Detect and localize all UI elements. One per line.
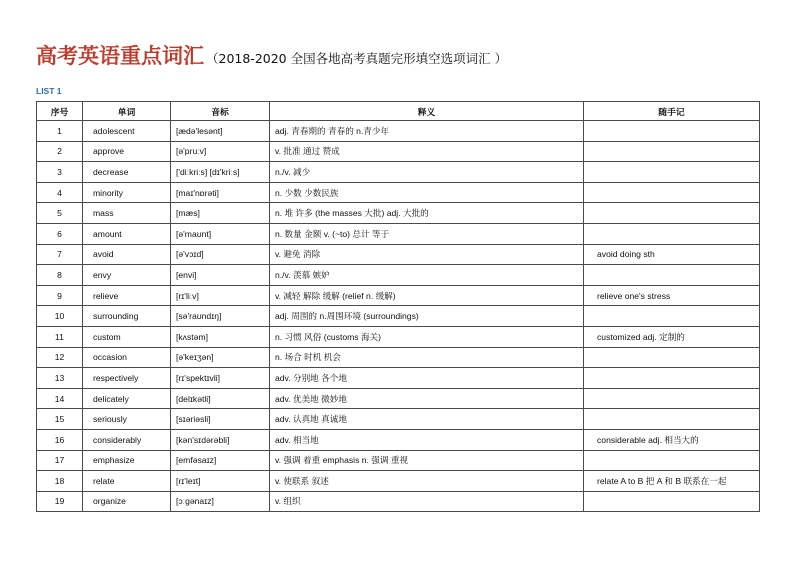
- row-note: avoid doing sth: [584, 244, 760, 265]
- table-row: [37, 429, 760, 450]
- row-phonetic: [sə'raʊndɪŋ]: [171, 306, 270, 327]
- row-number: 17: [37, 450, 83, 471]
- page-title: 高考英语重点词汇: [36, 44, 204, 68]
- row-note: [584, 306, 760, 327]
- row-meaning: adv. 优美地 微妙地: [270, 388, 584, 409]
- row-phonetic: [rɪ'leɪt]: [171, 471, 270, 492]
- row-meaning: n. 习惯 风俗 (customs 海关): [270, 326, 584, 347]
- row-meaning: n./v. 减少: [270, 162, 584, 183]
- row-note: [584, 162, 760, 183]
- table-row: [37, 450, 760, 471]
- row-phonetic: [emfəsaɪz]: [171, 450, 270, 471]
- row-note: [584, 491, 760, 512]
- row-number: 7: [37, 244, 83, 265]
- row-meaning: n. 场合 时机 机会: [270, 347, 584, 368]
- row-note: [584, 450, 760, 471]
- row-meaning: n. 数量 金额 v. (~to) 总计 等于: [270, 223, 584, 244]
- row-word: adolescent: [83, 121, 171, 142]
- row-word: delicately: [83, 388, 171, 409]
- row-phonetic: [delɪkətli]: [171, 388, 270, 409]
- row-phonetic: [ə'pruːv]: [171, 141, 270, 162]
- row-phonetic: [envi]: [171, 265, 270, 286]
- row-phonetic: [kʌstəm]: [171, 326, 270, 347]
- page-subtitle: （2018-2020 全国各地高考真题完形填空选项词汇 ）: [206, 51, 508, 66]
- table-row: [37, 141, 760, 162]
- row-phonetic: [ædə'lesənt]: [171, 121, 270, 142]
- row-number: 1: [37, 121, 83, 142]
- row-meaning: v. 减轻 解除 缓解 (relief n. 缓解): [270, 285, 584, 306]
- table-row: [37, 244, 760, 265]
- table-row: [37, 162, 760, 183]
- row-word: custom: [83, 326, 171, 347]
- row-word: decrease: [83, 162, 171, 183]
- row-word: mass: [83, 203, 171, 224]
- row-phonetic: [ɔːgənaɪz]: [171, 491, 270, 512]
- row-note: [584, 121, 760, 142]
- row-word: considerably: [83, 429, 171, 450]
- row-meaning: v. 组织: [270, 491, 584, 512]
- row-meaning: adv. 分别地 各个地: [270, 368, 584, 389]
- row-phonetic: ['diːkriːs] [dɪ'kriːs]: [171, 162, 270, 183]
- row-number: 3: [37, 162, 83, 183]
- row-phonetic: [rɪ'spektɪvli]: [171, 368, 270, 389]
- row-number: 19: [37, 491, 83, 512]
- row-meaning: adv. 相当地: [270, 429, 584, 450]
- row-number: 5: [37, 203, 83, 224]
- row-number: 2: [37, 141, 83, 162]
- title-row: [36, 40, 507, 70]
- row-meaning: adj. 周围的 n.周围环境 (surroundings): [270, 306, 584, 327]
- row-meaning: v. 批准 通过 赞成: [270, 141, 584, 162]
- column-header-phonetic: 音标: [171, 102, 270, 121]
- table-row: [37, 347, 760, 368]
- row-phonetic: [sɪəriəsli]: [171, 409, 270, 430]
- column-header-notes: 随手记: [584, 102, 760, 121]
- row-number: 15: [37, 409, 83, 430]
- row-number: 13: [37, 368, 83, 389]
- row-meaning: n. 少数 少数民族: [270, 182, 584, 203]
- row-note: [584, 347, 760, 368]
- row-number: 14: [37, 388, 83, 409]
- row-meaning: v. 强调 着重 emphasis n. 强调 重视: [270, 450, 584, 471]
- row-meaning: adv. 认真地 真诚地: [270, 409, 584, 430]
- row-word: avoid: [83, 244, 171, 265]
- row-phonetic: [kən'sɪdərəbli]: [171, 429, 270, 450]
- row-word: occasion: [83, 347, 171, 368]
- table-row: [37, 306, 760, 327]
- row-note: [584, 368, 760, 389]
- row-phonetic: [mæs]: [171, 203, 270, 224]
- row-word: approve: [83, 141, 171, 162]
- row-meaning: v. 避免 消除: [270, 244, 584, 265]
- row-word: respectively: [83, 368, 171, 389]
- row-note: [584, 223, 760, 244]
- row-meaning: n./v. 羡慕 嫉妒: [270, 265, 584, 286]
- row-word: amount: [83, 223, 171, 244]
- row-note: [584, 203, 760, 224]
- row-number: 18: [37, 471, 83, 492]
- column-header-meaning: 释义: [270, 102, 584, 121]
- table-body: [37, 121, 760, 512]
- column-header-number: 序号: [37, 102, 83, 121]
- table-row: [37, 223, 760, 244]
- row-number: 16: [37, 429, 83, 450]
- row-phonetic: [ə'vɔɪd]: [171, 244, 270, 265]
- column-header-word: 单词: [83, 102, 171, 121]
- row-number: 8: [37, 265, 83, 286]
- row-word: relate: [83, 471, 171, 492]
- row-meaning: adj. 青春期的 青春的 n.青少年: [270, 121, 584, 142]
- row-number: 4: [37, 182, 83, 203]
- table-row: [37, 326, 760, 347]
- row-word: emphasize: [83, 450, 171, 471]
- table-row: [37, 368, 760, 389]
- row-note: considerable adj. 相当大的: [584, 429, 760, 450]
- row-number: 12: [37, 347, 83, 368]
- row-number: 9: [37, 285, 83, 306]
- row-phonetic: [maɪ'nɒrəti]: [171, 182, 270, 203]
- row-note: relate A to B 把 A 和 B 联系在一起: [584, 471, 760, 492]
- table-row: [37, 409, 760, 430]
- table-row: [37, 121, 760, 142]
- list-label: LIST 1: [36, 86, 62, 96]
- row-word: surrounding: [83, 306, 171, 327]
- table-row: [37, 491, 760, 512]
- row-word: organize: [83, 491, 171, 512]
- row-note: [584, 182, 760, 203]
- table-row: [37, 388, 760, 409]
- row-note: [584, 141, 760, 162]
- row-note: customized adj. 定制的: [584, 326, 760, 347]
- row-note: [584, 388, 760, 409]
- row-note: [584, 409, 760, 430]
- table-row: [37, 182, 760, 203]
- table-row: [37, 265, 760, 286]
- row-number: 10: [37, 306, 83, 327]
- row-meaning: v. 使联系 叙述: [270, 471, 584, 492]
- row-number: 11: [37, 326, 83, 347]
- row-word: envy: [83, 265, 171, 286]
- row-phonetic: [ə'keɪʒən]: [171, 347, 270, 368]
- row-word: minority: [83, 182, 171, 203]
- table-row: [37, 285, 760, 306]
- row-meaning: n. 堆 许多 (the masses 大批) adj. 大批的: [270, 203, 584, 224]
- row-note: [584, 265, 760, 286]
- vocabulary-table: [36, 101, 760, 512]
- table-row: [37, 203, 760, 224]
- row-phonetic: [rɪ'liːv]: [171, 285, 270, 306]
- row-phonetic: [ə'maʊnt]: [171, 223, 270, 244]
- row-note: relieve one's stress: [584, 285, 760, 306]
- row-word: seriously: [83, 409, 171, 430]
- table-header-row: [37, 102, 760, 121]
- row-number: 6: [37, 223, 83, 244]
- table-row: [37, 471, 760, 492]
- row-word: relieve: [83, 285, 171, 306]
